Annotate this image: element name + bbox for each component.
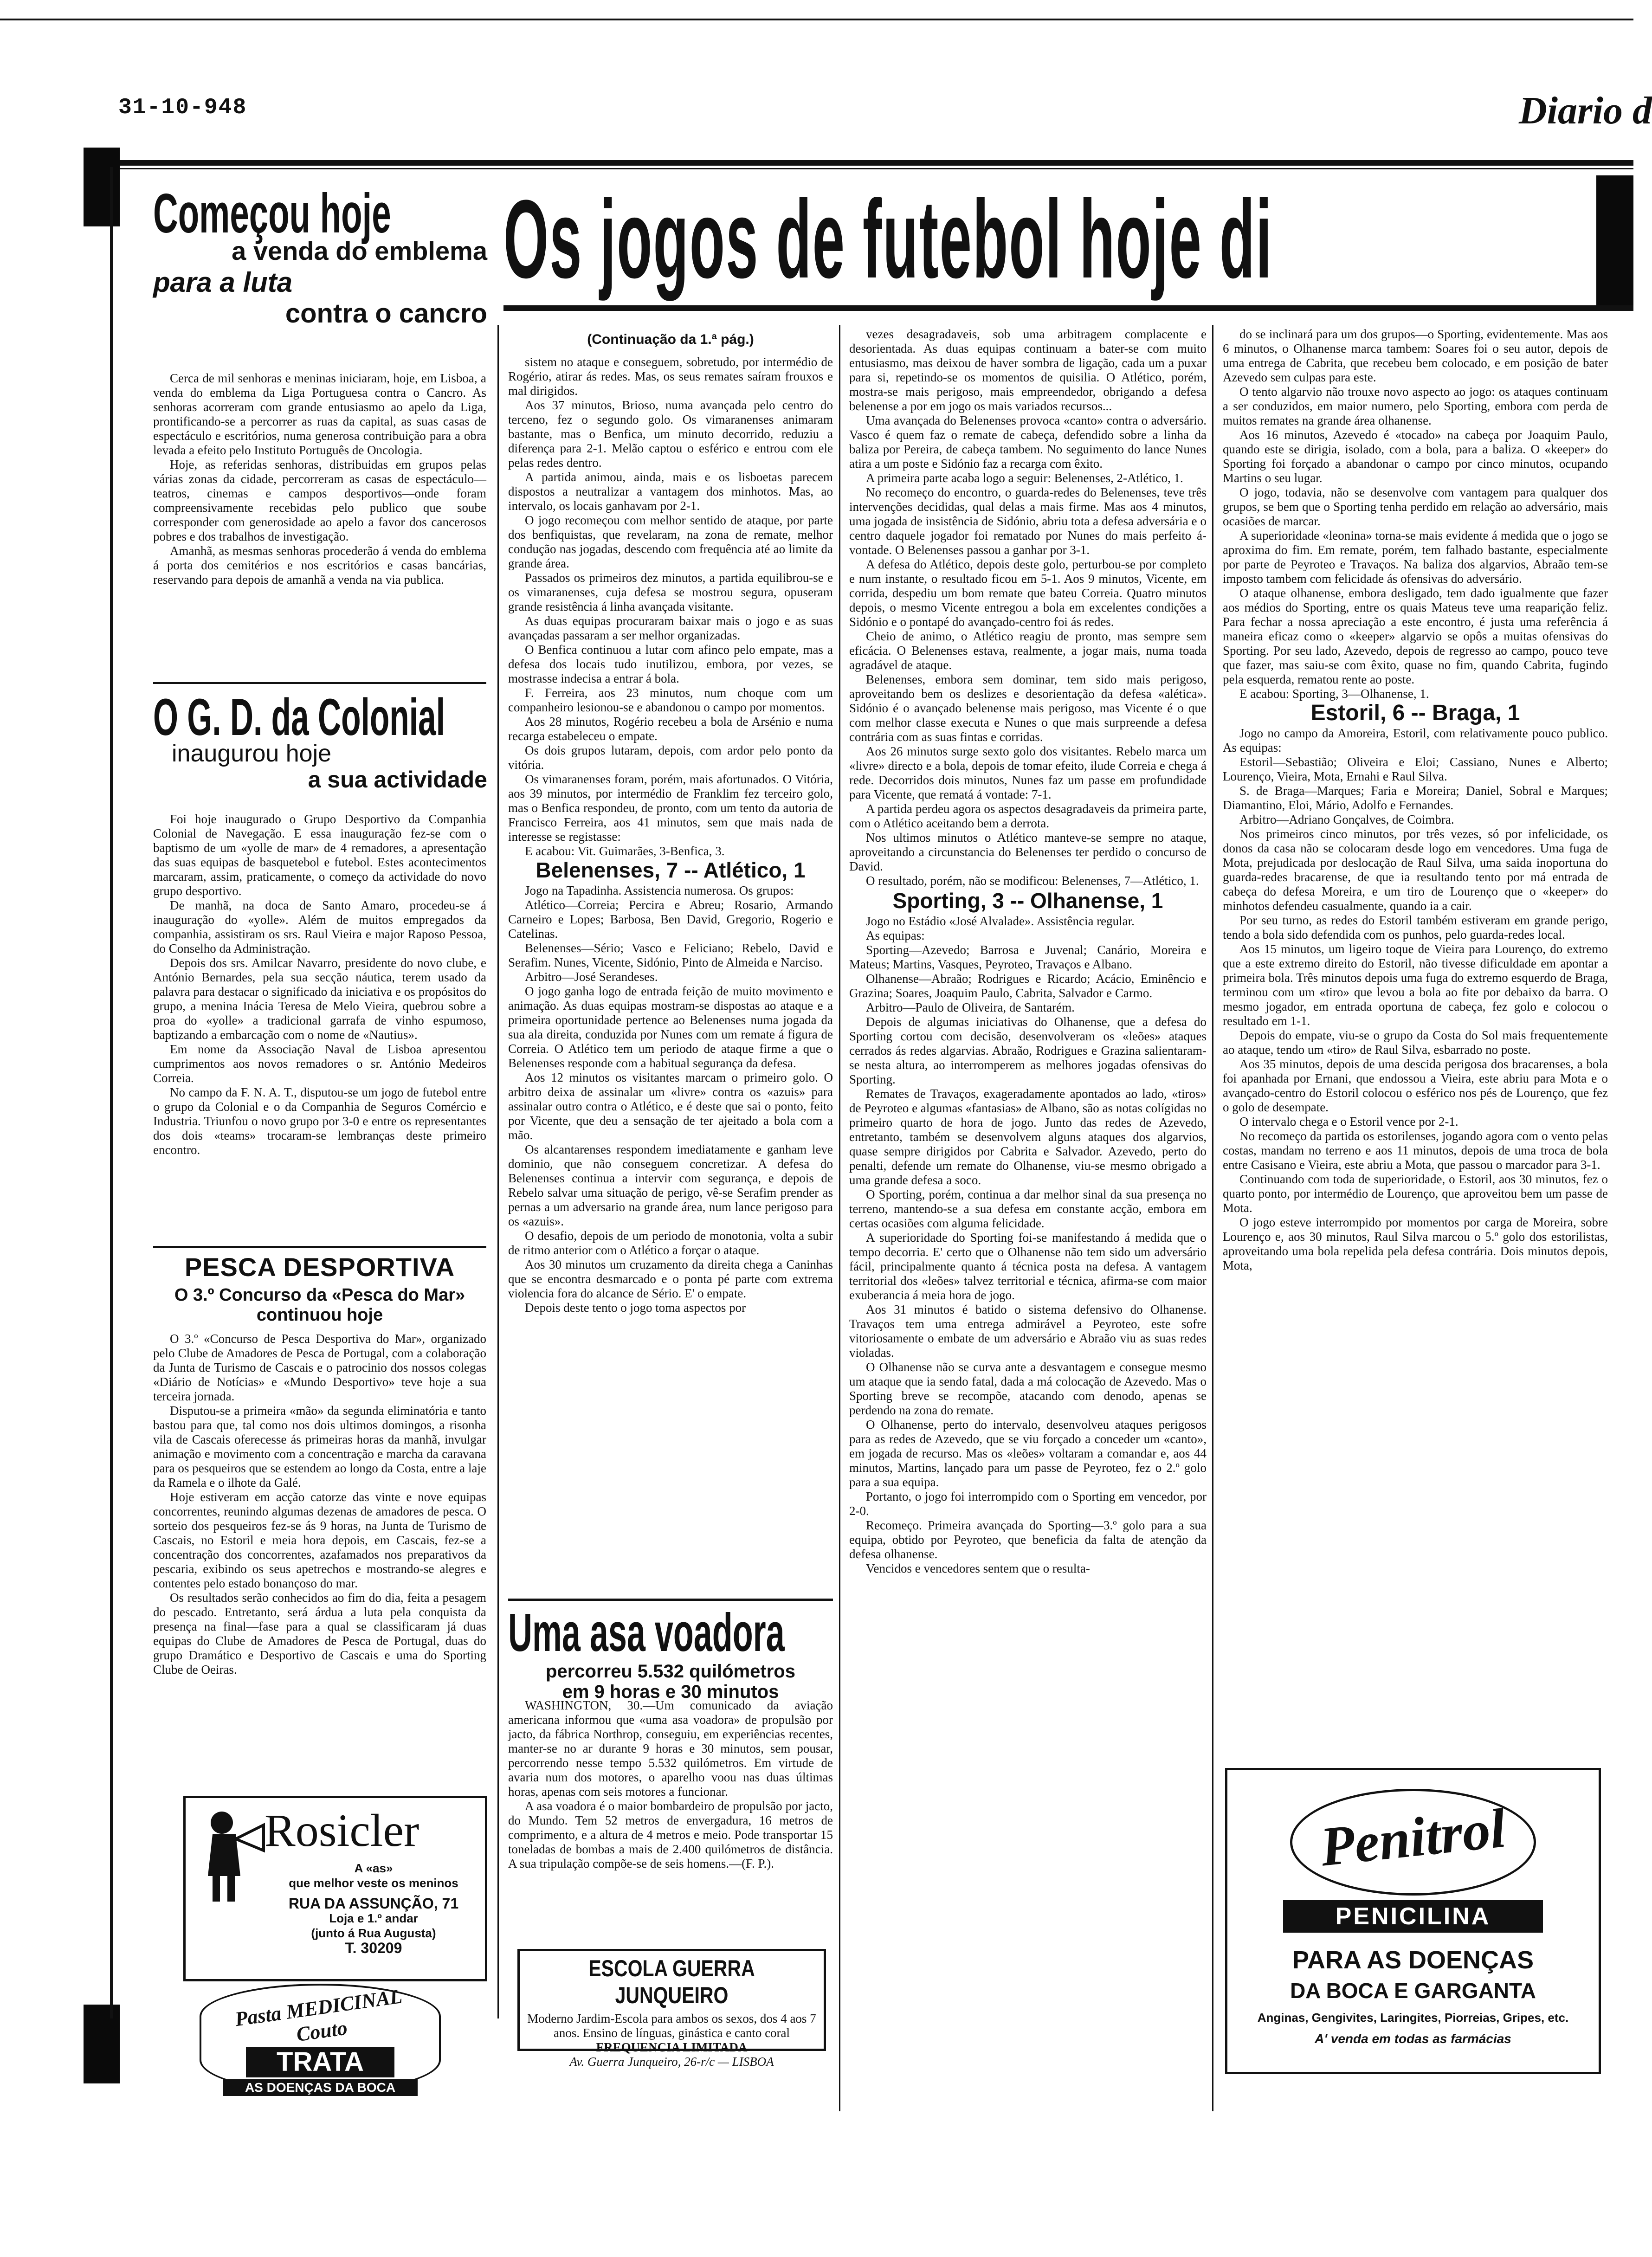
paragraph: Amanhã, as mesmas senhoras procederão á venda do emblema á porta dos cemitérios e nos escritórios e casas bancárias, reservando para depois de amanhã a venda na via publica. — [153, 544, 486, 587]
paragraph: As equipas: — [866, 929, 925, 942]
article-title: Começou hoje — [153, 182, 391, 245]
paragraph: O Sporting, porém, continua a dar melhor sinal da sua presença no terreno, mantendo-se a sua defesa em constante acção, embora em certas ocasiões com alguma felicidade. — [849, 1187, 1207, 1230]
paragraph: O Olhanense não se curva ante a desvantagem e consegue mesmo um ataque que ia sendo fatal, dada a má colocação de Azevedo. Mas o Sporting breve se recompõe, atacando com denodo, apenas se perdendo na zona do remate. — [849, 1360, 1207, 1417]
left-border-rule — [110, 167, 113, 2018]
article-asa-body — [508, 1698, 833, 1930]
ad-brand: Pasta MEDICINAL Couto — [233, 1985, 404, 2046]
paragraph: Arbitro—Adriano Gonçalves, de Coimbra. — [1239, 813, 1454, 826]
paragraph: O intervalo chega e o Estoril vence por 2-1. — [1239, 1115, 1458, 1128]
article-title: PESCA DESPORTIVA — [184, 1252, 455, 1282]
paragraph: O Benfica continuou a lutar com afinco pelo empate, mas a defesa dos locais tudo inutilizou, embora, por vezes, se mostrasse indecisa a entrar á bola. — [508, 643, 833, 685]
paragraph: No recomeço do encontro, o guarda-redes do Belenenses, teve três intervenções decididas, qual delas a mais firme. Mas aos 4 minutos, uma jogada de insistência de Sidónio, abriu tota a defesa adversária e o centro daquele jogador foi rematado por Nunes do mais perfeito á-vontade. O Belenenses passou a ganhar por 3-1. — [849, 485, 1207, 557]
ad-brand: Rosicler — [265, 1805, 419, 1856]
paragraph: Por seu turno, as redes do Estoril também estiveram em grande perigo, tendo a bola sido defendida com os punhos, pelo guarda-redes local. — [1223, 913, 1608, 941]
paragraph: No campo da F. N. A. T., disputou-se um jogo de futebol entre o grupo da Colonial e o da Companhia de Seguros Comércio e Industria. Triunfou o novo grupo por 3-0 e entre os representantes dos dois «teams» trocaram-se lembranças deste primeiro encontro. — [153, 1085, 486, 1157]
paragraph: Os resultados serão conhecidos ao fim do dia, feita a pesagem do pescado. Entretanto, será árdua a luta pela conquista da presença na final—fase para a qual se classificaram já duas equipas do Clube de Amadores de Pesca de Portugal, duas do grupo Dramático e Desportivo de Cascais e uma do Sporting Clube de Oeiras. — [153, 1591, 486, 1677]
paragraph: O Olhanense, perto do intervalo, desenvolveu ataques perigosos para as redes de Azevedo, que se viu forçado a conceder um «canto», em jogada de recurso. Mas os «leões» voltaram a comandar e, aos 44 minutos, Martins, lançado para um passe de Peyroteo, fez o 2.º golo para a sua equipa. — [849, 1418, 1207, 1489]
article-subtitle: para a luta — [153, 266, 293, 298]
paragraph: O jogo esteve interrompido por momentos por carga de Moreira, sobre Lourenço e, aos 30 minutos, Raul Silva marcou o 5.º golo dos estorilistas, aproveitando uma bola repelida pela defesa contrária. Dois minutos depois, Mota, — [1223, 1215, 1608, 1272]
column-divider — [1212, 325, 1213, 2111]
ad-address: RUA DA ASSUNÇÃO, 71 — [288, 1895, 459, 1912]
masthead-rule-thin — [118, 168, 1633, 169]
article-colonial-body — [153, 812, 486, 1244]
football-column-2 — [849, 327, 1207, 2128]
paragraph: Os vimaranenses foram, porém, mais afortunados. O Vitória, aos 39 minutos, por intermédio de Franklim fez terceiro golo, mas o Benfica respondeu, de pronto, com um tento da autoria de Francisco Ferreira, aos 41 minutos, sem que mais nada de interesse se registasse: — [508, 772, 833, 844]
margin-black-mark-bottom — [84, 2005, 120, 2083]
match-title: Sporting, 3 -- Olhanense, 1 — [892, 889, 1163, 913]
issue-date: 31-10-948 — [118, 95, 247, 120]
paragraph: Aos 28 minutos, Rogério recebeu a bola de Arsénio e numa recarga estabeleceu o empate. — [508, 715, 833, 743]
paragraph: O jogo ganha logo de entrada feição de muito movimento e animação. As duas equipas mostram-se dispostas ao ataque e a primeira oportunidade pertence ao Belenenses numa jogada da sua ala direita, conduzida por Nunes com um remate á figura de Correia. O Atlético tem um periodo de ataque firme a que o Belenenses responde com a habitual segurança da defesa. — [508, 984, 833, 1070]
paragraph: Disputou-se a primeira «mão» da segunda eliminatória e tanto bastou para que, tal como nos dois ultimos domingos, a risonha vila de Cascais oferecesse ás primeiras horas da manhã, invulgar animação e movimento com a concentração e marcha da caravana para os pesqueiros que se estendem ao longo da Costa, entre a laje da Ramela e o ilhote da Galé. — [153, 1404, 486, 1490]
paragraph: Hoje estiveram em acção catorze das vinte e nove equipas concorrentes, reunindo algumas dezenas de amadores de pesca. O sorteio dos pesqueiros fez-se ás 9 horas, na Junta de Turismo de Cascais, no Estoril e meia hora depois, em Cascais, fez-se a concentração dos concorrentes, azafamados nos preparativos da pescaria, exibindo os seus apetrechos e mostrando-se alegres e contentes pelo estado bonançoso do mar. — [153, 1490, 486, 1590]
article-asa — [508, 1602, 833, 1702]
ad-line: que melhor veste os meninos — [289, 1876, 458, 1890]
ad-line: DA BOCA E GARGANTA — [1290, 1979, 1536, 2003]
section-divider — [508, 1599, 833, 1601]
paragraph: Jogo no campo da Amoreira, Estoril, com relativamente pouco publico. As equipas: — [1223, 726, 1608, 754]
paragraph: E acabou: Sporting, 3—Olhanense, 1. — [1239, 687, 1429, 701]
article-subtitle: a venda do emblema — [232, 236, 487, 265]
paragraph: Em nome da Associação Naval de Lisboa apresentou cumprimentos aos novos remadores o sr. António Medeiros Correia. — [153, 1042, 486, 1085]
continuation-note: (Continuação da 1.ª pág.) — [587, 332, 754, 347]
paragraph: Atlético—Correia; Percira e Abreu; Rosario, Armando Carneiro e Lopes; Barbosa, Ben David, Gregorio, Rogerio e Catelinas. — [508, 898, 833, 941]
paragraph: do se inclinará para um dos grupos—o Sporting, evidentemente. Mas aos 6 minutos, o Olhanense marca tambem: Soares foi o seu autor, depois de uma entrega de Cabrita, que recebeu bem colocado, e em posição de bater Azevedo sem culpas para este. — [1223, 327, 1608, 384]
paragraph: Vencidos e vencedores sentem que o resulta- — [866, 1561, 1090, 1575]
paragraph: As duas equipas procuraram baixar mais o jogo e as suas avançadas passaram a ser melhor organizadas. — [508, 614, 833, 642]
article-colonial — [153, 688, 487, 793]
article-subtitle: inaugurou hoje — [172, 740, 332, 767]
paragraph: Belenenses—Sério; Vasco e Feliciano; Rebelo, David e Serafim. Nunes, Vicente, Sidónio, Pinto de Almeida e Narciso. — [508, 941, 833, 969]
article-pesca-body — [153, 1332, 486, 1791]
ad-line: Av. Guerra Junqueiro, 26-r/c — LISBOA — [569, 2055, 774, 2069]
ad-line: Anginas, Gengivites, Laringites, Piorreias, Gripes, etc. — [1257, 2011, 1569, 2025]
ad-logo — [1290, 1789, 1536, 1896]
paragraph: Hoje, as referidas senhoras, distribuidas em grupos pelas várias zonas da cidade, percorreram as casas de espectáculo—teatros, cinemas e campos desportivos—onde foram compreensivamente recebidas pelo publico que soube corresponder com generosidade ao apelo a favor dos cancerosos pobres e dos trabalhos de investigação. — [153, 458, 486, 543]
ad-illustration — [194, 1806, 264, 1904]
article-subtitle: O 3.º Concurso da «Pesca do Mar» — [174, 1285, 465, 1305]
ad-couto — [200, 1984, 441, 2093]
paragraph: E acabou: Vit. Guimarães, 3-Benfica, 3. — [525, 844, 725, 858]
article-subtitle: a sua actividade — [308, 767, 487, 793]
paragraph: No recomeço da partida os estorilenses, jogando agora com o vento pelas costas, mandam no terreno e aos 11 minutos, depois de uma troca de bola entre Casisano e Vieira, este abriu a Mota, que passou o marcador para 3-1. — [1223, 1129, 1608, 1172]
ad-phone: T. 30209 — [345, 1940, 402, 1956]
paragraph: A superioridade do Sporting foi-se manifestando á medida que o tempo decorria. E' certo que o Olhanense não tem sido um adversário fácil, principalmente quanto á técnica posta na defesa. A vantagem territorial dos «leões» talvez territorial e técnica, afirma-se com maior exuberancia á meia hora de jogo. — [849, 1231, 1207, 1302]
paragraph: O 3.º «Concurso de Pesca Desportiva do Mar», organizado pelo Clube de Amadores de Pesca de Portugal, com a colaboração da Junta de Turismo de Cascais e o patrocinio dos nossos colegas «Diário de Notícias» e «Mundo Desportivo» teve hoje a sua terceira jornada. — [153, 1332, 486, 1403]
headline-rule — [503, 305, 1633, 311]
ad-line: AS DOENÇAS DA BOCA — [223, 2079, 418, 2096]
paragraph: O desafio, depois de um periodo de monotonia, volta a subir de ritmo anterior com o Atlético a forçar o ataque. — [508, 1229, 833, 1257]
ad-line: FREQUENCIA LIMITADA — [596, 2040, 748, 2054]
paragraph: Passados os primeiros dez minutos, a partida equilibrou-se e os vimaranenses, cuja defesa se mostrou segura, opuseram grande resistência á linha avançada visitante. — [508, 571, 833, 613]
paragraph: vezes desagradaveis, sob uma arbitragem complacente e desorientada. As duas equipas continuam a bater-se com muito entusiasmo, mas deixou de haver sombra de ligação, cada um a puxar para si, repetindo-se os momentos de quisilia. O Atlético, porém, mostra-se mais perigoso, mais empreendedor, obrigando a defesa belenense a por em jogo os mais variados recursos... — [849, 327, 1207, 413]
paragraph: Remates de Travaços, exageradamente apontados ao lado, «tiros» de Peyroteo e algumas «fantasias» de Albano, são as notas colígidas no primeiro quarto de hora de jogo. Junto das redes de Azevedo, entretanto, também se desenvolvem alguns ataques dos algarvios, quase sempre dirigidos por Cabrita e Salvador. Azevedo, perto do penalti, defende um remate do Olhanense, viu-se mesmo obrigado a uma grande defesa a soco. — [849, 1087, 1207, 1187]
ad-line: Moderno Jardim-Escola para ambos os sexos, dos 4 aos 7 anos. Ensino de línguas, ginástica e canto coral — [527, 2012, 816, 2040]
ad-escola — [517, 1949, 826, 2069]
paragraph: Jogo na Tapadinha. Assistencia numerosa. Os grupos: — [525, 883, 794, 897]
paragraph: A superioridade «leonina» torna-se mais evidente á medida que o jogo se aproxima do fim. Em remate, porém, tem falhado bastante, especialmente por parte de Peyroteo e Travaços. Na baliza dos algarvios, Abraão tem-se imposto tambem com felicidade ás ofensivas do adversário. — [1223, 529, 1608, 586]
paragraph: Aos 35 minutos, depois de uma descida perigosa dos bracarenses, a bola foi apanhada por Ernani, que endossou a Vieira, este abriu para Mota e o avançado-centro do Estoril colocou o esférico nos pés de Lourenço, que fez o golo de desempate. — [1223, 1057, 1608, 1114]
article-subtitle: contra o cancro — [285, 298, 487, 329]
paragraph: sistem no ataque e conseguem, sobretudo, por intermédio de Rogério, atirar ás redes. Mas, os seus remates saíram frouxos e mal dirigidos. — [508, 355, 833, 398]
paragraph: Aos 16 minutos, Azevedo é «tocado» na cabeça por Joaquim Paulo, quando este se dirigia, isolado, com a bola, para a baliza. O «keeper» do Sporting foi forçado a abandonar o campo por cinco minutos, ocupando Martins o seu lugar. — [1223, 428, 1608, 485]
top-rule — [0, 19, 1633, 20]
paragraph: A defesa do Atlético, depois deste golo, perturbou-se por completo e num instante, o resultado ficou em 5-1. Aos 9 minutos, Vicente, em corrida, despediu um bom remate que bateu Correia. Quatro minutos depois, o mesmo Vicente entregou a bola em excelentes condições a Sidónio e o pontapé do avançado-centro foi ás redes. — [849, 557, 1207, 629]
football-column-3 — [1223, 327, 1608, 1738]
paragraph: A partida perdeu agora os aspectos desagradaveis da primeira parte, com o Atlético aceitando bem a derrota. — [849, 802, 1207, 830]
headline-black-block — [1596, 175, 1633, 305]
article-pesca — [153, 1253, 486, 1325]
boy-with-horn-icon — [194, 1806, 264, 1904]
paragraph: O jogo, todavia, não se desenvolve com vantagem para qualquer dos grupos, se bem que o Sporting tenha perdido em relação ao adversário, mais ocasiões de marcar. — [1223, 485, 1608, 528]
ad-penitrol — [1225, 1768, 1601, 2074]
paragraph: Os dois grupos lutaram, depois, com ardor pelo ponto da vitória. — [508, 743, 833, 772]
paragraph: Nos ultimos minutos o Atlético manteve-se sempre no ataque, aproveitando a circunstancia do Belenenses ter perdido o concurso de David. — [849, 831, 1207, 873]
paragraph: O ataque olhanense, embora desligado, tem dado igualmente que fazer aos médios do Sporting, entre os quais Mateus teve uma reaparição feliz. Para fechar a nossa apreciação a este encontro, é justa uma referência á maneira eficaz como o «keeper» algarvio se opôs a muitas ofensivas do Sporting. Por seu lado, Azevedo, depois de regresso ao campo, pouco teve que fazer, mas saiu-se com êxito, quase no fim, quando Cabrita, fugindo pela esquerda, rematou rente ao poste. — [1223, 586, 1608, 686]
paragraph: Aos 12 minutos os visitantes marcam o primeiro golo. O arbitro deixa de assinalar um «livre» contra os «azuis» para assinalar outro contra o Atlético, e é deste que sai o ponto, feito por Vicente, que deu a sensação de ter ajeitado a bola com a mão. — [508, 1070, 833, 1142]
match-title: Belenenses, 7 -- Atlético, 1 — [536, 858, 806, 882]
paragraph: F. Ferreira, aos 23 minutos, num choque com um companheiro lesionou-se e abandonou o campo por momentos. — [508, 686, 833, 714]
paragraph: Cerca de mil senhoras e meninas iniciaram, hoje, em Lisboa, a venda do emblema da Liga Portuguesa contra o Cancro. As senhoras acorreram com grande entusiasmo ao apelo da Liga, prontificando-se a percorrer as ruas da capital, as suas casas de espectáculo e escritórios, numa generosa contribuição para a obra levada a efeito pelo Instituto Português de Oncologia. — [153, 371, 486, 457]
paragraph: Portanto, o jogo foi interrompido com o Sporting em vencedor, por 2-0. — [849, 1490, 1207, 1518]
paragraph: S. de Braga—Marques; Faria e Moreira; Daniel, Sobral e Marques; Diamantino, Eloi, Mário, Adolfo e Fernandes. — [1223, 784, 1608, 812]
article-cancro — [153, 182, 487, 329]
paragraph: A primeira parte acaba logo a seguir: Belenenses, 2-Atlético, 1. — [866, 471, 1183, 485]
ad-line: A «as» — [354, 1861, 393, 1875]
section-divider — [153, 1246, 486, 1248]
paragraph: Foi hoje inaugurado o Grupo Desportivo da Companhia Colonial de Navegação. E essa inauguração fez-se com o baptismo de um «yolle de mar» de 4 remadores, a apresentação das suas equipas de basquetebol e futebol. Estes acontecimentos marcaram, assim, praticamente, o começo da actividade do novo grupo desportivo. — [153, 812, 486, 898]
section-divider — [153, 682, 486, 684]
main-headline: Os jogos de futebol hoje di — [503, 177, 1273, 301]
masthead-rule — [118, 160, 1633, 166]
article-subtitle: continuou hoje — [256, 1305, 383, 1325]
paragraph: Continuando com toda de superioridade, o Estoril, aos 30 minutos, fez o quarto ponto, por intermédio de Lourenço, que aproveitou bem um passe de Mota. — [1223, 1172, 1608, 1215]
article-cancro-body — [153, 371, 486, 715]
football-column-1 — [508, 355, 833, 1315]
ad-line: TRATA — [246, 2047, 394, 2077]
paragraph: Os alcantarenses respondem imediatamente e ganham leve dominio, que não conseguem concretizar. A defesa do Belenenses continua a intervir com segurança, e depois de Rebelo salvar uma situação de perigo, vê-se Serafim prender as pernas a um adversario na grande área, num lance perigoso para os «azuis». — [508, 1142, 833, 1228]
ad-line: (junto á Rua Augusta) — [311, 1926, 436, 1940]
paragraph: Arbitro—José Serandeses. — [525, 970, 658, 984]
paragraph: Depois de algumas iniciativas do Olhanense, que a defesa do Sporting cortou com decisão, desenvolveram os «leões» ataques cerrados ás redes algarvias. Abraão, Rodrigues e Grazina salientaram-se nesta altura, ao interromperem as melhores jogadas ofensivas do Sporting. — [849, 1015, 1207, 1086]
paragraph: A partida animou, ainda, mais e os lisboetas parecem dispostos a neutralizar a vantagem dos minhotos. Mas, ao intervalo, os locais ganhavam por 2-1. — [508, 470, 833, 513]
paragraph: A asa voadora é o maior bombardeiro de propulsão por jacto, do Mundo. Tem 52 metros de envergadura, 16 metros de comprimento, e a altura de 4 metros e meio. Pode transportar 15 toneladas de bombas a mais de 2.400 quilómetros de distância. A sua tripulação compõe-se de seis homens.—(F. P.). — [508, 1799, 833, 1870]
article-subtitle: percorreu 5.532 quilómetros — [546, 1661, 795, 1682]
column-divider — [839, 325, 840, 2111]
ad-line: A' venda em todas as farmácias — [1315, 2031, 1511, 2046]
paragraph: O tento algarvio não trouxe novo aspecto ao jogo: os ataques continuam a ser conduzidos, em maior numero, pelo Sporting, embora com perda de muitos remates na grande área olhanense. — [1223, 385, 1608, 427]
paragraph: Aos 31 minutos é batido o sistema defensivo do Olhanense. Travaços tem uma entrega admirável a Peyroteo, este sofre vitoriosamente o embate de um adversário e Abraão viu as suas redes violadas. — [849, 1303, 1207, 1360]
paragraph: O resultado, porém, não se modificou: Belenenses, 7—Atlético, 1. — [866, 874, 1199, 888]
paragraph: Estoril—Sebastião; Oliveira e Eloi; Cassiano, Nunes e Alberto; Lourenço, Vieira, Mota, Ernahi e Raul Silva. — [1223, 755, 1608, 783]
paragraph: WASHINGTON, 30.—Um comunicado da aviação americana informou que «uma asa voadora» de propulsão por jacto, da fábrica Northrop, conseguiu, em experiências recentes, manter-se no ar durante 9 horas e 30 minutos, sem pousar, percorrendo nesse tempo 5.532 quilómetros. Em virtude de avaria num dos motores, o aparelho voou nas duas últimas horas, apenas com seis motores a funcionar. — [508, 1698, 833, 1799]
paragraph: Olhanense—Abraão; Rodrigues e Ricardo; Acácio, Eminêncio e Grazina; Soares, Joaquim Paulo, Cabrita, Salvador e Carmo. — [849, 972, 1207, 1000]
paragraph: Jogo no Estádio «José Alvalade». Assistência regular. — [866, 914, 1135, 928]
paragraph: Aos 30 minutos um cruzamento da direita chega a Caninhas que se encontra desmarcado e o ponta pé parte com extrema violencia fora do alcance de Sério. E' o empate. — [508, 1257, 833, 1300]
paragraph: Recomeço. Primeira avançada do Sporting—3.º golo para a sua equipa, obtido por Peyroteo, que beneficia da falta de atenção da defesa olhanense. — [849, 1518, 1207, 1561]
paragraph: Depois dos srs. Amilcar Navarro, presidente do novo clube, e António Bernardes, pela sua secção náutica, terem usado da palavra para destacar o significado da iniciativa e os propósitos do grupo, a menina Inácia Teresa de Melo Vieira, quebrou sobre a proa do «yolle» a tradicional garrafa de vinho espumoso, baptizando a embarcação com o nome de «Nautius». — [153, 956, 486, 1042]
article-subtitle: em 9 horas e 30 minutos — [562, 1682, 779, 1702]
paragraph: De manhã, na doca de Santo Amaro, procedeu-se á inauguração do «yolle». Além de muitos empregados da companhia, assistiram os srs. Raul Vieira e major Raposo Pessoa, do Conselho da Administração. — [153, 898, 486, 955]
paragraph: Uma avançada do Belenenses provoca «canto» contra o adversário. Vasco é quem faz o remate de cabeça, defendido sobre a linha da baliza por Pereira, de cabeça tambem. No seguimento do lance Nunes atira a um poste e Sidónio faz a recarga com êxito. — [849, 413, 1207, 471]
ad-rosicler — [183, 1796, 487, 1981]
margin-black-mark-top — [84, 148, 120, 226]
paragraph: O jogo recomeçou com melhor sentido de ataque, por parte dos benfiquistas, que revelaram, na zona de remate, melhor condução nas jogadas, descendo com frequência até ao limite da grande área. — [508, 513, 833, 570]
column-divider — [497, 325, 499, 2018]
paragraph: Aos 37 minutos, Brioso, numa avançada pelo centro do terceno, fez o segundo golo. Os vimaranenses animaram bastante, mas o Benfica, um minuto decorrido, reduziu a diferença para 2-1. Melão captou o esférico e entrou com ele pelas redes dentro. — [508, 398, 833, 470]
paragraph: Aos 26 minutos surge sexto golo dos visitantes. Rebelo marca um «livre» directo e a bola, depois de tomar efeito, ilude Correia e chega á rede. Decorridos dois minutos, Nunes faz um passe em profundidade para Vicente, que rematá á vontade: 7-1. — [849, 744, 1207, 801]
masthead: Diario d — [1518, 89, 1652, 132]
paragraph: Nos primeiros cinco minutos, por três vezes, só por infelicidade, os donos da casa não se colocaram desde logo em vencedores. Uma fuga de Mota, prejudicada por deslocação de Raul Silva, uma saida inoportuna do guarda-redes bracarense, de que ia resultando tento por má entrada de cabeça do defesa Moreira, e um tiro de Lourenço que o «keeper» do minhotos defendeu casualmente, quando ia a cair. — [1223, 827, 1608, 913]
ad-line: PARA AS DOENÇAS — [1292, 1946, 1534, 1974]
paragraph: Aos 15 minutos, um ligeiro toque de Vieira para Lourenço, do extremo que a este extremo direito do Estoril, não tivesse dificuldade em apontar a primeira bola. Três minutos depois uma fuga do extremo esquerdo de Braga, terminou com um «tiro» que levou a bola ao fite por debaixo da barra. O mesmo jogador, em entrada oportuna de cabeça, fez golo e colocou o resultado em 1-1. — [1223, 942, 1608, 1028]
article-title: Uma asa voadora — [508, 1602, 785, 1663]
paragraph: Sporting—Azevedo; Barrosa e Juvenal; Canário, Moreira e Mateus; Martins, Vasques, Peyroteo, Travaços e Albano. — [849, 943, 1207, 971]
paragraph: Belenenses, embora sem dominar, tem sido mais perigoso, aproveitando bem os deslizes e desorientação da defesa «alética». Sidónio é o avançado belenense mais perigoso, mas Vicente é o que com melhor classe executa e Nunes o que mais surpreende a defesa contrária com as suas fintas e corridas. — [849, 672, 1207, 744]
paragraph: Depois deste tento o jogo toma aspectos por — [525, 1301, 746, 1315]
article-title: O G. D. da Colonial — [153, 688, 445, 746]
ad-title: ESCOLA GUERRA JUNQUEIRO — [588, 1955, 755, 2008]
ad-band: PENICILINA — [1283, 1900, 1543, 1933]
match-title: Estoril, 6 -- Braga, 1 — [1310, 701, 1520, 725]
ad-line: Loja e 1.º andar — [329, 1911, 418, 1925]
ad-brand: Penitrol — [1317, 1797, 1509, 1878]
paragraph: Depois do empate, viu-se o grupo da Costa do Sol mais frequentemente ao ataque, tendo um «tiro» de Raul Silva, esbarrado no poste. — [1223, 1028, 1608, 1057]
paragraph: Arbitro—Paulo de Oliveira, de Santarém. — [866, 1000, 1075, 1014]
paragraph: Cheio de animo, o Atlético reagiu de pronto, mas sempre sem eficácia. O Belenenses estava, realmente, a jogar mais, numa toada agradável de ataque. — [849, 629, 1207, 672]
